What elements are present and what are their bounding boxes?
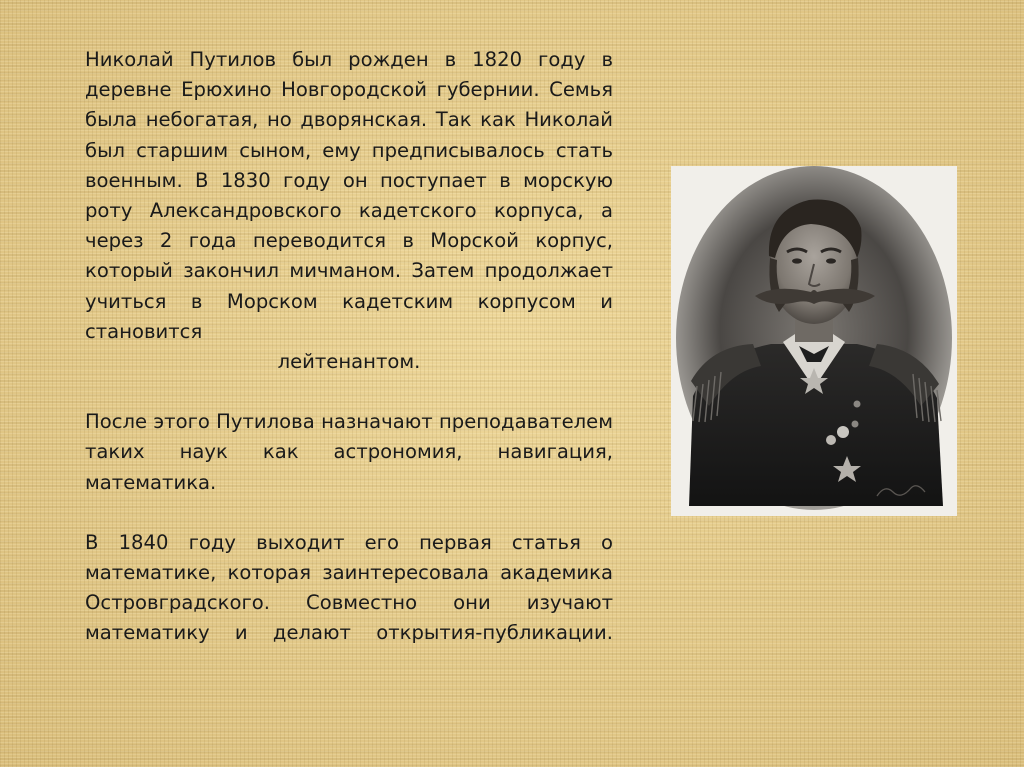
paragraph-publication: В 1840 году выходит его первая статья о математике, которая заинтересовала академика Островградского. Совместно они изучают математику и делают открытия-публикации. [85,530,613,645]
paragraph-biography: Николай Путилов был рожден в 1820 году в деревне Ерюхино Новгородской губернии. Семья была небогатая, но дворянская. Так как Николай был старшим сыном, ему предписывалось стать военным. В 1830 году он поступает в морскую роту Александровского кадетского корпуса, а через 2 года переводится в Морской корпус, который закончил мичманом. Затем продолжает учиться в Морском кадетским корпусом и становится [85,48,613,343]
slide-text [85,45,613,649]
paragraph-teaching: После этого Путилова назначают преподавателем таких наук как астрономия, навигация, математика. [85,410,613,494]
portrait-photo [671,166,957,516]
paragraph-biography-last-line: лейтенантом. [277,350,421,374]
portrait-photo-icon [671,166,957,516]
